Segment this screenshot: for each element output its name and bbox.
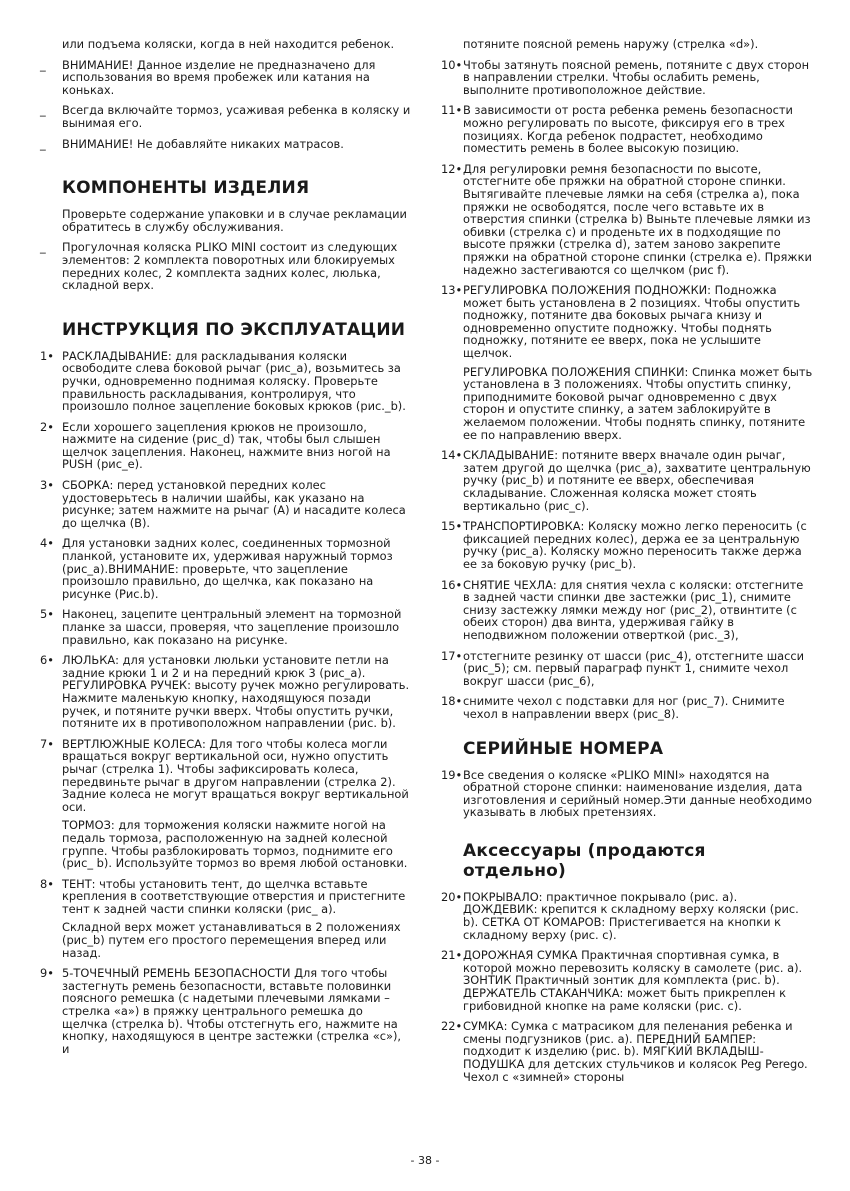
item-text: Для установки задних колес, соединенных тормозной планкой, установите их, удерживая наружный тормоз (рис_a).ВНИМАНИЕ: проверьте, что зацепление произошло правильно, до щелчка, как показано на рисунке (Рис.b). [62,536,393,601]
numbered-item [40,537,412,600]
page-number: - 38 - [410,1154,440,1167]
item-text: ТЕНТ: чтобы установить тент, до щелчка вставьте крепления в соответствующие отверстия и пристегните тент к задней части спинки коляски (рис_ a). [62,876,406,916]
item-text: СКЛАДЫВАНИЕ: потяните вверх вначале один рычаг, затем другой до щелчка (рис_a), захватите центральную ручку (рис_b) и потяните ее вверх, обеспечивая складывание. Сложенная коляска может стоять вертикально (рис_c). [463,448,811,513]
numbered-item [40,608,412,646]
item-text: Чтобы затянуть поясной ремень, потяните с двух сторон в направлении стрелки. Чтобы ослабить ремень, выполните противоположное действие. [463,57,810,97]
components-item-text: Прогулочная коляска PLIKO MINI состоит из следующих элементов: 2 комплекта поворотных или блокируемых передних колес, 2 комплекта задних колес, люлька, складной верх. [62,240,398,293]
item-number: 14• [441,448,463,463]
numbered-item [40,819,412,869]
numbered-item [441,579,813,642]
item-number: 19• [441,767,463,782]
item-number: 15• [441,519,463,534]
serial-item [441,769,813,819]
item-number: 5• [40,607,54,622]
item-text: ТОРМОЗ: для торможения коляски нажмите ногой на педаль тормоза, расположенную на задней колесной группе. Чтобы разблокировать тормоз, поднимите его (рис_ b). Используйте тормоз во время любой остановки. [62,818,408,871]
item-number: 11• [441,103,463,118]
item-number: 3• [40,478,54,493]
item-text: снимите чехол с подставки для ног (рис_7). Снимите чехол в направлении вверх (рис_8). [463,694,785,721]
item-text: Если хорошего зацепления крюков не произошло, нажмите на сидение (рис_d) так, чтобы был слышен щелчок зацепления. Наконец, нажмите вниз ногой на PUSH (рис_e). [62,419,391,472]
accessories-list [441,891,813,1083]
warning-item: _ Всегда включайте тормоз, усаживая ребенка в коляску и вынимая его. [40,103,411,130]
item-text: РЕГУЛИРОВКА ПОЛОЖЕНИЯ СПИНКИ: Спинка может быть установлена в 3 положениях. Чтобы опустить спинку, приподнимите боковой рычаг одновременно с двух сторон и опустите спинку, а затем заблокируйте в желаемом положении. Чтобы поднять спинку, потяните ее по направлению вверх. [463,364,813,442]
item-number: 7• [40,736,54,751]
item-text: СУМКА: Сумка с матрасиком для пеленания ребенка и смены подгузников (рис. a). ПЕРЕДНИЙ БАМПЕР: подходит к изделию (рис. b). МЯГКИЙ ВКЛАДЫШ-ПОДУШКА для детских стульчиков и колясок Peg Perego. Чехол с «зимней» стороны [463,1019,808,1084]
item-number: 4• [40,536,54,551]
warning-text: Всегда включайте тормоз, усаживая ребенка в коляску и вынимая его. [62,103,411,130]
item-number: 1• [40,348,54,363]
numbered-item [40,967,412,1055]
warning-item: _ ВНИМАНИЕ! Не добавляйте никаких матрасов. [40,136,344,151]
components-heading: КОМПОНЕНТЫ ИЗДЕЛИЯ [62,178,310,199]
item-text: ТРАНСПОРТИРОВКА: Коляску можно легко переносить (с фиксацией передних колес), держа ее за центральную ручку (рис_a). Коляску можно переносить также держа ее за боковую ручку (рис_b). [463,519,807,571]
item-number: 9• [40,966,54,981]
item-number: 10• [441,57,463,72]
components-item: _ Прогулочная коляска PLIKO MINI состоит из следующих элементов: 2 комплекта поворотных или блокируемых передних колес, 2 комплекта задних колес, люлька, складной верх. [40,240,398,293]
right-continuation: потяните поясной ремень наружу (стрелка «d»). [463,37,759,51]
item-number: 6• [40,653,54,668]
numbered-item [441,891,813,941]
item-text: РАСКЛАДЫВАНИЕ: для раскладывания коляски освободите слева боковой рычаг (рис_a), возьмитесь за ручки, одновременно поднимая коляску. Проверьте правильность раскладывания, контролируя, что произошло полное зацепление боковых крюков (рис._b). [62,348,406,414]
warning-item: _ ВНИМАНИЕ! Данное изделие не предназначено для использования во время пробежек или катания на коньках. [40,57,376,97]
item-text: ВЕРТЛЮЖНЫЕ КОЛЕСА: Для того чтобы колеса могли вращаться вокруг вертикальной оси, нужно опустить рычаг (стрелка 1). Чтобы зафиксировать колеса, передвиньте рычаг в другом направлении (стрелка 2). Задние колеса не могут вращаться вокруг вертикальной оси. [62,736,409,814]
instruction-list-right [441,59,813,721]
numbered-item [40,421,412,471]
instruction-list [40,350,412,1056]
item-number: 18• [441,694,463,709]
numbered-item [40,479,412,529]
numbered-item [441,650,813,688]
item-number: 21• [441,948,463,963]
numbered-item [40,921,412,959]
numbered-item [40,738,412,814]
numbered-item [40,878,412,916]
item-text: отстегните резинку от шасси (рис_4), отстегните шасси (рис_5); см. первый параграф пункт 1, снимите чехол вокруг шасси (рис_6), [463,648,805,688]
item-text: В зависимости от роста ребенка ремень безопасности можно регулировать по высоте, фиксируя его в трех позициях. Когда ребенок подрастет, необходимо поместить ремень в более высокую позицию. [463,103,793,156]
item-number: 22• [441,1019,463,1034]
item-number: 12• [441,161,463,176]
item-text: РЕГУЛИРОВКА ПОЛОЖЕНИЯ ПОДНОЖКИ: Подножка может быть установлена в 2 позициях. Чтобы опустить подножку, потяните два боковых рычага книзу и одновременно опустите подножку. Чтобы поднять подножку, потяните ее вверх, пока не услышите щелчок. [463,283,801,361]
numbered-item [40,350,412,413]
item-text: СБОРКА: перед установкой передних колес удостоверьтесь в наличии шайбы, как указано на рисунке; затем нажмите на рычаг (A) и насадите колеса до щелчка (B). [62,478,406,530]
left-column [40,38,412,1063]
item-number: 16• [441,577,463,592]
numbered-item [441,695,813,720]
warning-text: ВНИМАНИЕ! Данное изделие не предназначено для использования во время пробежек или катания на коньках. [62,57,376,97]
numbered-item [441,366,813,442]
serial-heading: СЕРИЙНЫЕ НОМЕРА [463,738,664,759]
item-text: Складной верх может устанавливаться в 2 положениях (рис_b) путем его простого перемещения вперед или назад. [62,920,401,960]
item-text: Все сведения о коляске «PLIKO MINI» находятся на обратной стороне спинки: наименование изделия, дата изготовления и серийный номер.Эти данные необходимо указывать в любых претензиях. [463,767,812,820]
item-number: 2• [40,419,54,434]
item-number: 17• [441,648,463,663]
numbered-item [441,520,813,570]
warning-text: ВНИМАНИЕ! Не добавляйте никаких матрасов. [62,136,344,151]
item-text: ЛЮЛЬКА: для установки люльки установите петли на задние крюки 1 и 2 и на передний крюк 3 (рис_a). РЕГУЛИРОВКА РУЧЕК: высоту ручек можно регулировать. Нажмите маленькую кнопку, находящуюся позади ручек, и потяните ручки вверх. Чтобы опустить ручки, потяните их в противоположном направлении (рис. b). [62,653,410,731]
numbered-item [441,163,813,276]
item-text: ПОКРЫВАЛО: практичное покрывало (рис. a). ДОЖДЕВИК: крепится к складному верху коляски (рис. b). СЕТКА ОТ КОМАРОВ: Пристегивается на кнопки к складному верху (рис. c). [463,889,799,942]
intro-continuation: или подъема коляски, когда в ней находится ребенок. [62,37,395,51]
item-number: 20• [441,889,463,904]
numbered-item [441,104,813,154]
numbered-item [441,1020,813,1083]
item-number: 13• [441,283,463,298]
numbered-item [40,654,412,730]
item-text: СНЯТИЕ ЧЕХЛА: для снятия чехла с коляски: отстегните в задней части спинки две застежки (рис_1), снимите снизу застежку лямки между ног (рис_2), отвинтите (с обеих сторон) два винта, удерживая гайку в неподвижном положении отверткой (рис._3), [463,577,804,642]
item-number: 8• [40,876,54,891]
numbered-item [441,59,813,97]
item-text: ДОРОЖНАЯ СУМКА Практичная спортивная сумка, в которой можно перевозить коляску в самолете (рис. a). ЗОНТИК Практичный зонтик для комплекта (рис. b). ДЕРЖАТЕЛЬ СТАКАНЧИКА: может быть прикреплен к грибовидной кнопке на раме коляски (рис. c). [463,948,803,1013]
numbered-item [441,949,813,1012]
right-column [441,38,813,1091]
instructions-heading: ИНСТРУКЦИЯ ПО ЭКСПЛУАТАЦИИ [62,319,406,340]
item-text: Наконец, зацепите центральный элемент на тормозной планке за шасси, проверяя, что зацепление произошло правильно, как показано на рисунке. [62,607,402,647]
item-text: 5-ТОЧЕЧНЫЙ РЕМЕНЬ БЕЗОПАСНОСТИ Для того чтобы застегнуть ремень безопасности, вставьте половинки поясного ремешка (с надетыми плечевыми лямками – стрелка «a») в пряжку центрального ремешка до щелчка (стрелка b). Чтобы отстегнуть его, нажмите на кнопку, находящуюся в центре застежки (стрелка «c»), и [62,966,402,1056]
item-text: Для регулировки ремня безопасности по высоте, отстегните обе пряжки на обратной стороне спинки. Вытягивайте плечевые лямки на себя (стрелка a), пока пряжки не освободятся, после чего вставьте их в отверстия спинки (стрелка b) Выньте плечевые лямки из обивки (стрелка c) и проденьте их в подходящие по высоте пряжки (стрелка d), затем заново закрепите пряжки на обратной стороне спинки (стрелка e). Пряжки надежно застегиваются со щелчком (рис f). [463,161,812,277]
numbered-item [441,284,813,360]
numbered-item [441,449,813,512]
accessories-heading: Аксессуары (продаются отдельно) [463,840,706,881]
components-text: Проверьте содержание упаковки и в случае рекламации обратитесь в службу обслуживания. [62,207,407,234]
